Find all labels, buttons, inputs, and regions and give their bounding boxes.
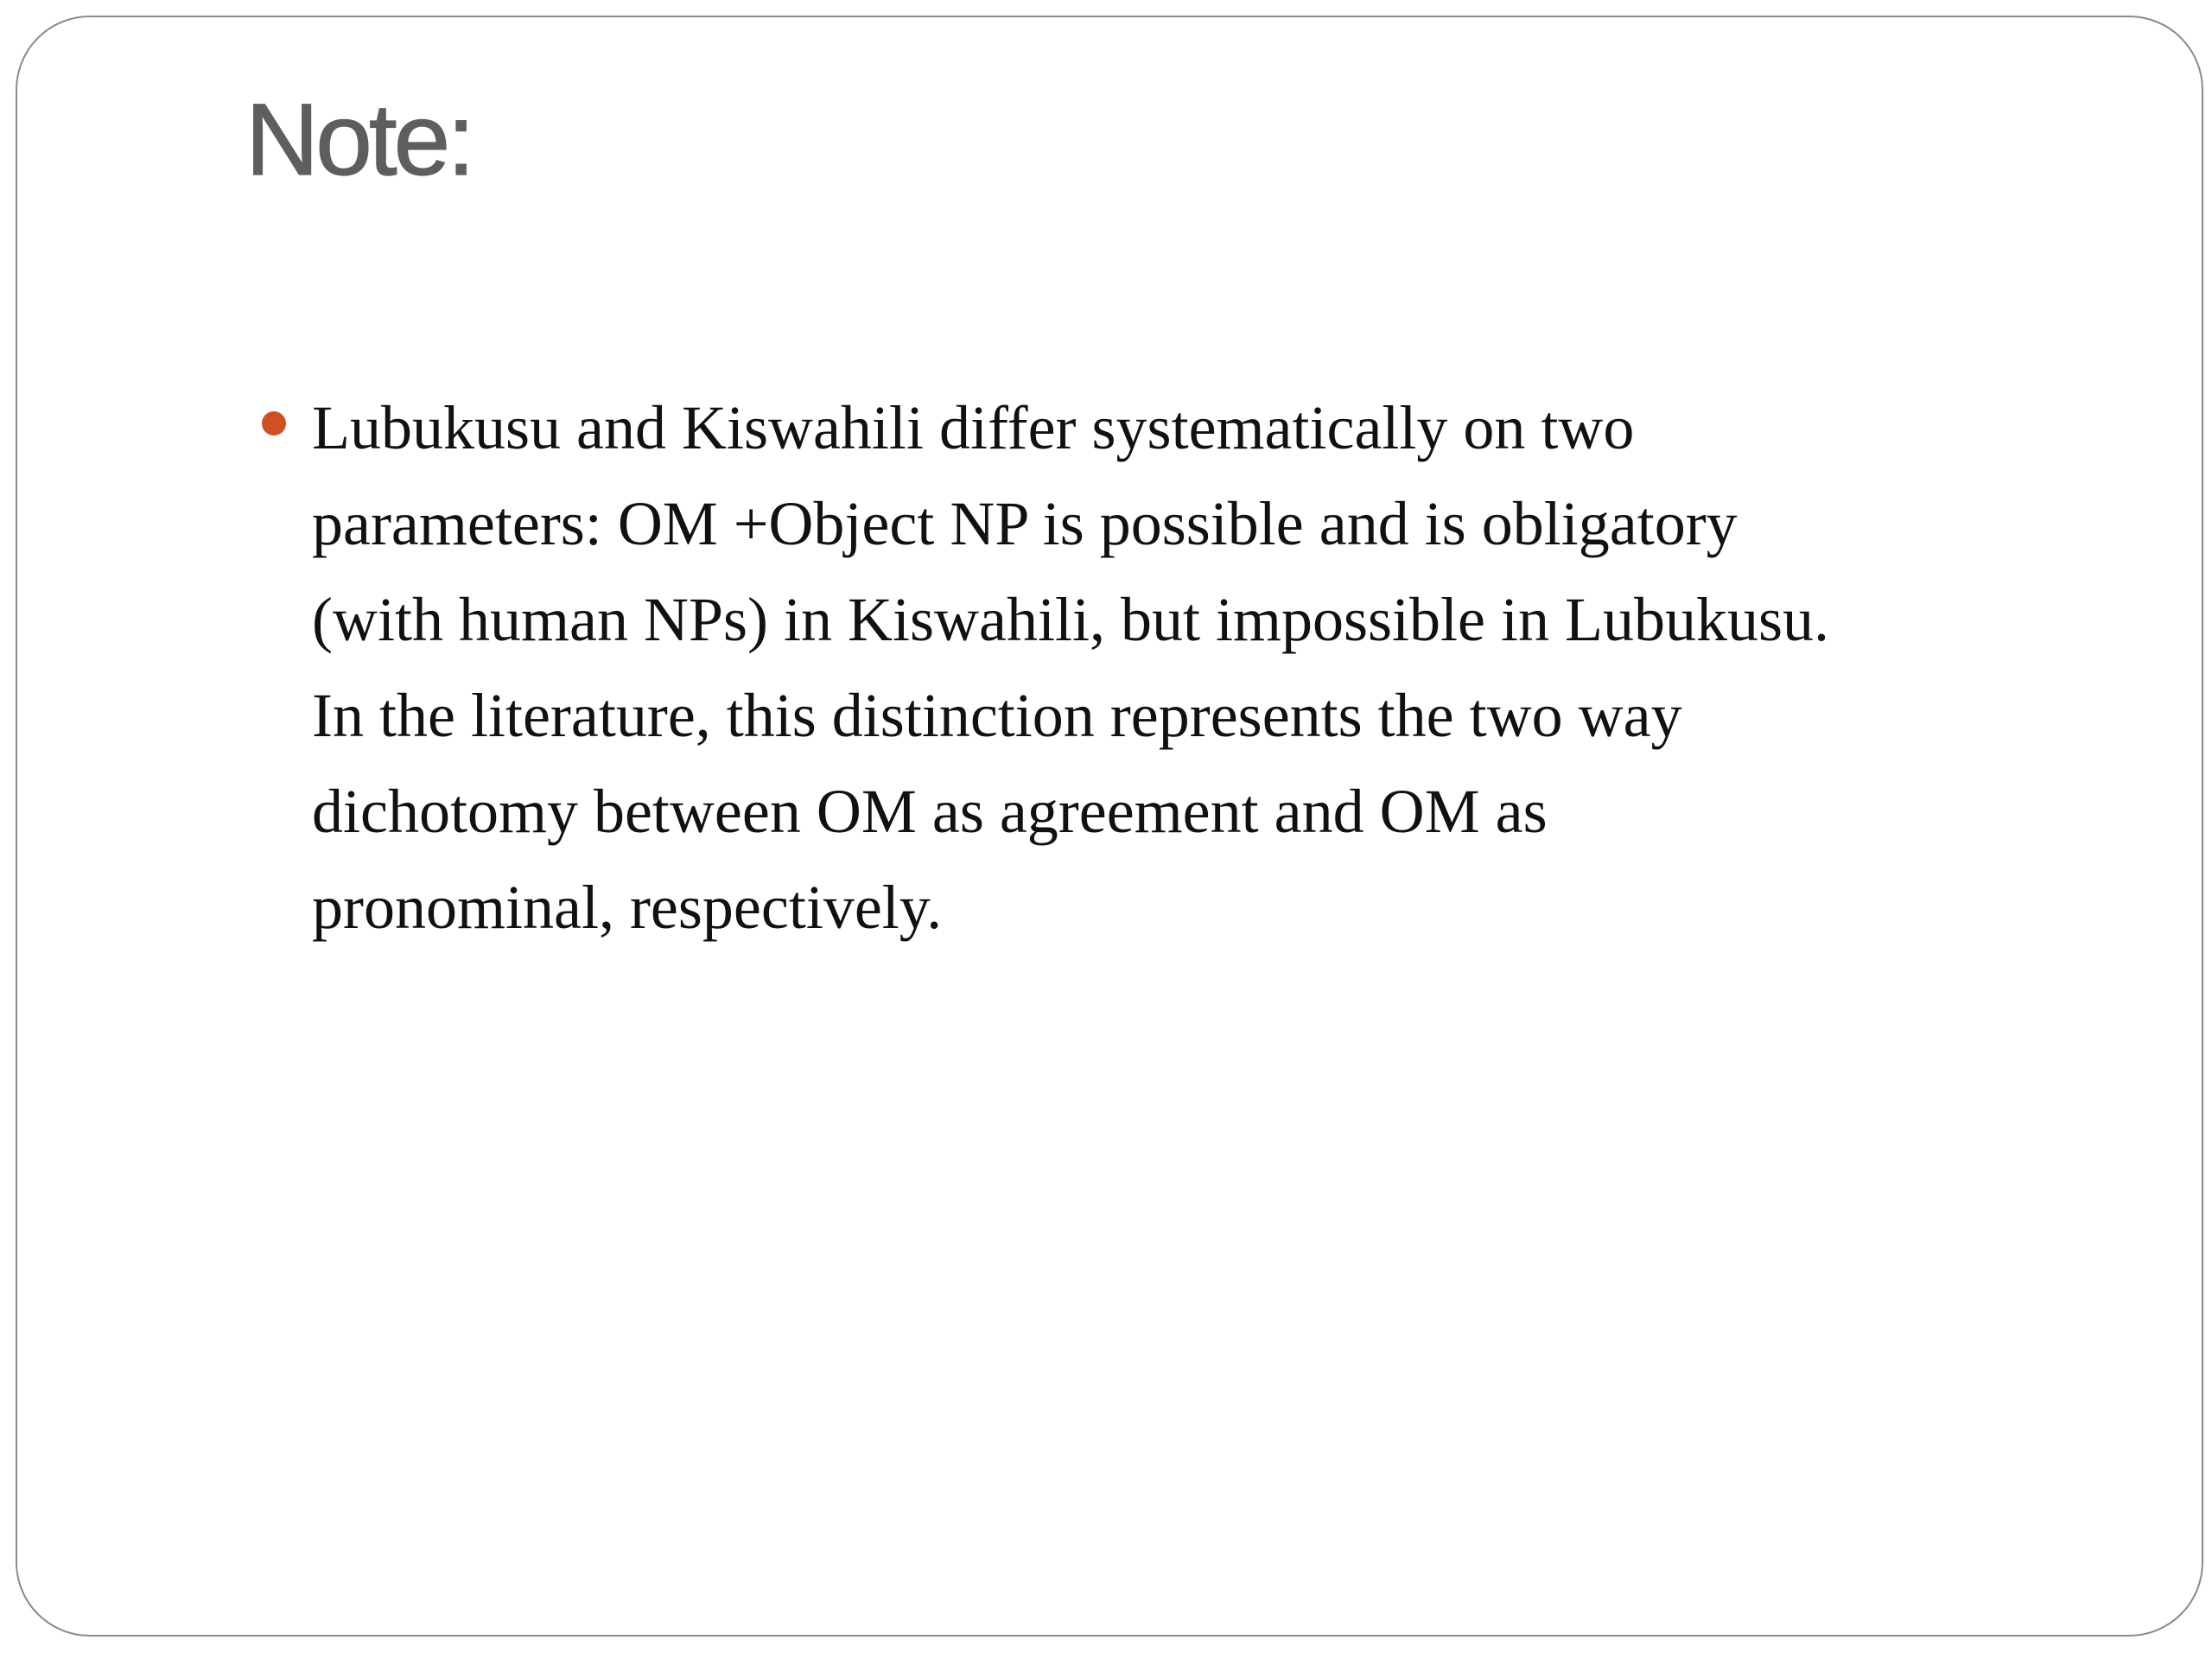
bullet-text-line: dichotomy between OM as agreement and OM as (312, 777, 1548, 846)
bullet-text-line: In the literature, this distinction represents the two way (312, 681, 1682, 750)
slide-title: Note: (245, 83, 473, 197)
bullet-text-line: (with human NPs) in Kiswahili, but impossible in Lubukusu. (312, 585, 1829, 654)
bullet-text-line: Lubukusu and Kiswahili differ systematically on two (312, 393, 1635, 462)
bullet-dot-icon (262, 411, 286, 435)
bullet-item (242, 380, 2169, 956)
bullet-text-line: pronominal, respectively. (312, 873, 943, 942)
bullet-text-line: parameters: OM +Object NP is possible and is obligatory (312, 489, 1738, 558)
slide-frame (16, 16, 2203, 1637)
bullet-list (242, 380, 2169, 956)
